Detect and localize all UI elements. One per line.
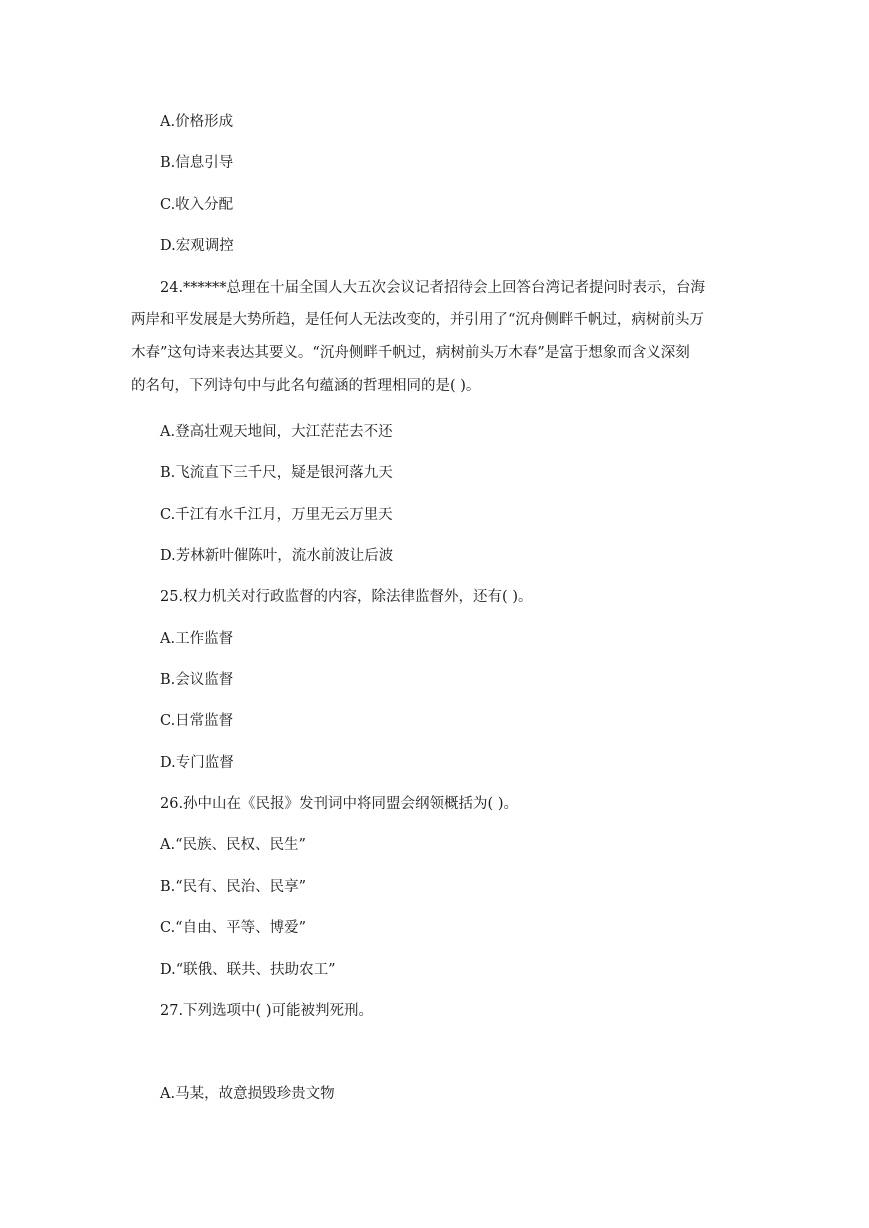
q25-option-b: B.会议监督 bbox=[160, 672, 234, 688]
q26-option-d: D.“联俄、联共、扶助农工” bbox=[160, 962, 336, 978]
q25-option-d: D.专门监督 bbox=[160, 755, 234, 771]
q27-option-a: A.马某，故意损毁珍贵文物 bbox=[160, 1086, 335, 1102]
q25-option-c: C.日常监督 bbox=[160, 713, 234, 729]
q24-option-c: C.千江有水千江月，万里无云万里天 bbox=[160, 507, 393, 523]
q25-option-a: A.工作监督 bbox=[160, 631, 234, 647]
q26-option-a: A.“民族、民权、民生” bbox=[160, 837, 306, 853]
q23-option-c: C.收入分配 bbox=[160, 197, 234, 213]
q24-option-b: B.飞流直下三千尺，疑是银河落九天 bbox=[160, 465, 393, 481]
q26-stem: 26.孙中山在《民报》发刊词中将同盟会纲领概括为( )。 bbox=[160, 796, 518, 812]
q23-option-a: A.价格形成 bbox=[160, 114, 234, 130]
q24-stem-line-2: 两岸和平发展是大势所趋，是任何人无法改变的，并引用了“沉舟侧畔千帆过，病树前头万 bbox=[131, 312, 704, 328]
q26-option-c: C.“自由、平等、博爱” bbox=[160, 920, 307, 936]
q23-option-b: B.信息引导 bbox=[160, 155, 234, 171]
q25-stem: 25.权力机关对行政监督的内容，除法律监督外，还有( )。 bbox=[160, 589, 533, 605]
q24-option-a: A.登高壮观天地间，大江茫茫去不还 bbox=[160, 424, 393, 440]
q26-option-b: B.“民有、民治、民享” bbox=[160, 879, 307, 895]
q23-option-d: D.宏观调控 bbox=[160, 238, 234, 254]
q24-stem-line-4: 的名句，下列诗句中与此名句蕴涵的哲理相同的是( )。 bbox=[131, 378, 481, 394]
q24-option-d: D.芳林新叶催陈叶，流水前波让后波 bbox=[160, 548, 394, 564]
q24-stem-line-1: 24.******总理在十届全国人大五次会议记者招待会上回答台湾记者提问时表示，台海 bbox=[160, 280, 706, 296]
q24-stem-line-3: 木春”这句诗来表达其要义。“沉舟侧畔千帆过，病树前头万木春”是富于想象而含义深刻 bbox=[131, 345, 690, 361]
q27-stem: 27.下列选项中( )可能被判死刑。 bbox=[160, 1003, 373, 1019]
